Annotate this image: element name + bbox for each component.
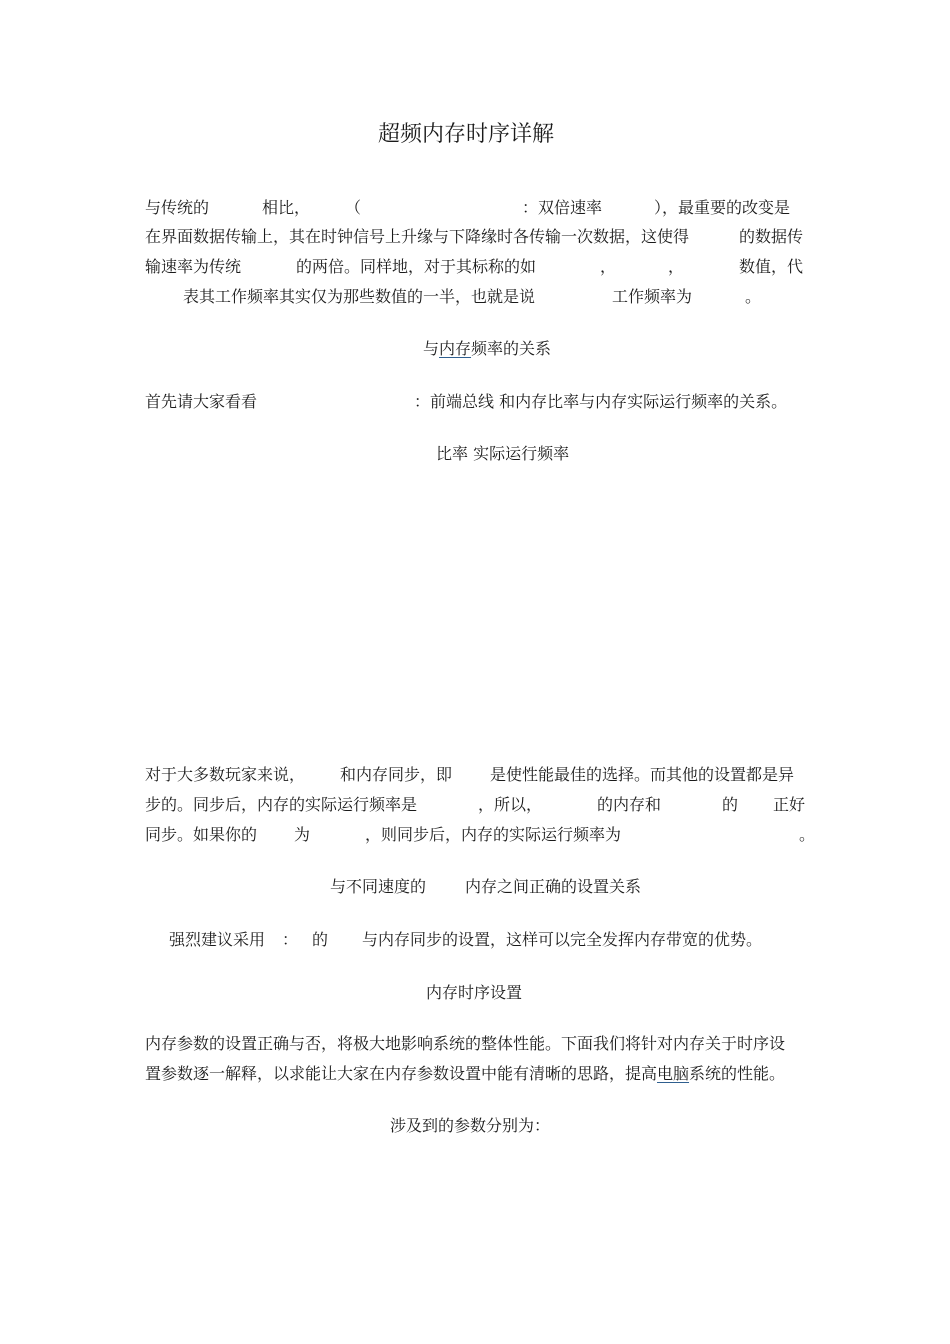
section-heading-timing: 内存时序设置 (426, 983, 523, 1002)
text-fragment: 系统的性能。 (689, 1064, 786, 1083)
text-fragment: 是使性能最佳的选择。而其他的设置都是异 (490, 765, 795, 784)
text-fragment: 。 (799, 825, 816, 844)
text-fragment: ， (668, 257, 685, 276)
page-title: 超频内存时序详解 (378, 122, 555, 147)
text-fragment: 强烈建议采用 (169, 930, 266, 949)
heading-text: 与 (423, 339, 440, 358)
text-fragment: 输速率为传统 (145, 257, 242, 276)
text-fragment: ，所以， (478, 795, 543, 814)
text-fragment: 的数据传 (739, 227, 804, 246)
text-fragment: ， (600, 257, 617, 276)
text-fragment: 对于大多数玩家来说， (145, 765, 306, 784)
table-header: 比率 实际运行频率 (436, 444, 570, 463)
text-fragment: 的 (312, 930, 329, 949)
text-fragment: 相比， (262, 198, 311, 217)
text-fragment: ：双倍速率 (522, 198, 603, 217)
heading-text: 与不同速度的 (330, 877, 427, 896)
text-fragment: 表其工作频率其实仅为那些数值的一半，也就是说 (183, 287, 536, 306)
text-fragment: ：前端总线 和内存比率与内存实际运行频率的关系。 (414, 392, 788, 411)
text-fragment: 与内存同步的设置，这样可以完全发挥内存带宽的优势。 (362, 930, 763, 949)
text-fragment: ： (282, 930, 299, 949)
text-fragment: 置参数逐一解释，以求能让大家在内存参数设置中能有清晰的思路，提高 (145, 1064, 658, 1083)
text-fragment: 步的。同步后，内存的实际运行频率是 (145, 795, 418, 814)
text-line (145, 1064, 785, 1084)
heading-text: 内存之间正确的设置关系 (465, 877, 642, 896)
heading-text: 频率的关系 (471, 339, 552, 358)
text-fragment: 工作频率为 (612, 287, 693, 306)
text-fragment: 与传统的 (145, 198, 210, 217)
text-fragment: 在界面数据传输上，其在时钟信号上升缘与下降缘时各传输一次数据，这使得 (145, 227, 690, 246)
text-fragment: ，则同步后，内存的实际运行频率为 (365, 825, 622, 844)
text-fragment: 的 (722, 795, 739, 814)
text-line: 内存参数的设置正确与否，将极大地影响系统的整体性能。下面我们将针对内存关于时序设 (145, 1034, 786, 1053)
text-fragment: 数值，代 (739, 257, 804, 276)
parameters-heading: 涉及到的参数分别为： (390, 1116, 551, 1135)
section-heading-memory-frequency (423, 339, 551, 359)
text-fragment: 。 (745, 287, 762, 306)
text-fragment: （ (345, 198, 362, 217)
memory-link[interactable]: 内存 (439, 339, 472, 358)
text-fragment: 同步。如果你的 (145, 825, 258, 844)
text-fragment: 正好 (773, 795, 806, 814)
computer-link[interactable]: 电脑 (657, 1064, 690, 1083)
text-fragment: 和内存同步，即 (340, 765, 453, 784)
text-fragment: 的两倍。同样地，对于其标称的如 (296, 257, 537, 276)
text-fragment: ），最重要的改变是 (654, 198, 791, 217)
text-fragment: 为 (294, 825, 311, 844)
text-fragment: 的内存和 (597, 795, 662, 814)
text-fragment: 首先请大家看看 (145, 392, 258, 411)
